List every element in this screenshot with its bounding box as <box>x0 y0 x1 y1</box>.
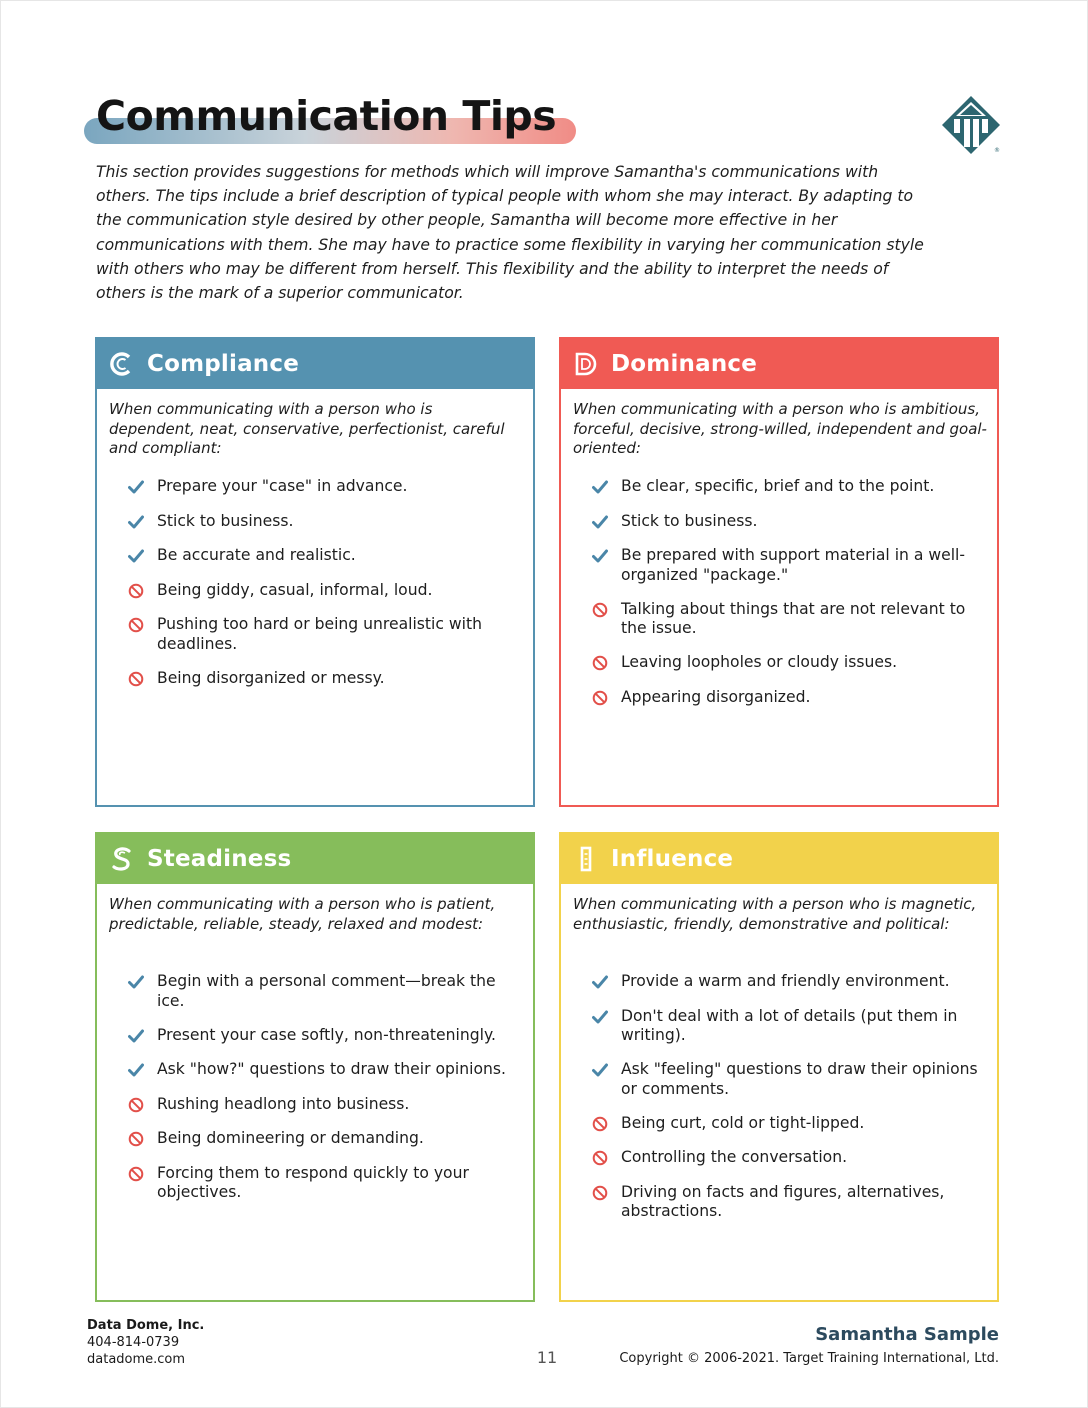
footer-company-block <box>87 1317 204 1368</box>
tip-text: Begin with a personal comment—break the ice. <box>157 972 496 1010</box>
tip-item <box>125 1164 519 1203</box>
prohibited-icon <box>125 1129 147 1149</box>
tip-text: Driving on facts and figures, alternatives, abstractions. <box>621 1182 945 1221</box>
tip-text: Controlling the conversation. <box>621 1148 848 1167</box>
tip-item <box>125 669 519 689</box>
tip-text: Ask "how?" questions to draw their opinions. <box>157 1060 506 1079</box>
checkmark-icon <box>589 1060 611 1080</box>
tip-item <box>589 477 983 497</box>
steadiness-tips-list <box>97 972 533 1203</box>
tip-item <box>125 1060 519 1080</box>
checkmark-icon <box>589 477 611 497</box>
tip-item <box>589 653 983 673</box>
tip-text: Ask "feeling" questions to draw their opinions or comments. <box>621 1060 978 1098</box>
tip-item <box>589 1007 983 1046</box>
tip-item <box>589 1060 983 1099</box>
influence-card <box>559 832 999 1302</box>
report-subject-name: Samantha Sample <box>815 1324 999 1345</box>
page-title: Communication Tips <box>96 92 557 140</box>
tip-text: Leaving loopholes or cloudy issues. <box>621 653 898 672</box>
checkmark-icon <box>125 972 147 992</box>
tip-item <box>589 1148 983 1168</box>
letter-i-icon <box>573 846 599 872</box>
compliance-card <box>95 337 535 807</box>
tip-item <box>125 581 519 601</box>
compliance-header <box>97 339 533 389</box>
checkmark-icon <box>589 546 611 566</box>
company-phone: 404-814-0739 <box>87 1335 180 1350</box>
dominance-card <box>559 337 999 807</box>
tip-text: Forcing them to respond quickly to your objectives. <box>157 1163 469 1202</box>
steadiness-card <box>95 832 535 1302</box>
prohibited-icon <box>589 600 611 620</box>
ttisi-logo-icon <box>940 94 1002 156</box>
compliance-title: Compliance <box>147 351 300 377</box>
letter-c-icon <box>109 351 135 377</box>
tip-text: Stick to business. <box>157 511 294 530</box>
tip-item <box>125 1026 519 1046</box>
checkmark-icon <box>125 477 147 497</box>
influence-title: Influence <box>611 846 734 872</box>
checkmark-icon <box>125 1060 147 1080</box>
prohibited-icon <box>589 688 611 708</box>
checkmark-icon <box>125 512 147 532</box>
tip-item <box>125 477 519 497</box>
tip-item <box>589 600 983 639</box>
tip-text: Be clear, specific, brief and to the point. <box>621 477 935 495</box>
steadiness-header <box>97 834 533 884</box>
compliance-intro: When communicating with a person who is dependent, neat, conservative, perfectionist, careful and compliant: <box>109 400 505 458</box>
letter-d-icon <box>573 351 599 377</box>
tip-item <box>589 1183 983 1222</box>
tip-text: Being giddy, casual, informal, loud. <box>157 580 433 599</box>
tip-item <box>125 615 519 654</box>
steadiness-title: Steadiness <box>147 846 292 872</box>
tip-text: Be accurate and realistic. <box>157 546 356 564</box>
dominance-header <box>561 339 997 389</box>
tip-item <box>125 546 519 566</box>
tip-text: Provide a warm and friendly environment. <box>621 972 950 990</box>
checkmark-icon <box>125 546 147 566</box>
dominance-tips-list <box>561 477 997 708</box>
letter-s-icon <box>109 846 135 872</box>
dominance-intro: When communicating with a person who is ambitious, forceful, decisive, strong-willed, independent and goal-oriented: <box>573 400 987 458</box>
copyright-notice: Copyright © 2006-2021. Target Training International, Ltd. <box>619 1351 999 1366</box>
tip-text: Appearing disorganized. <box>621 687 811 706</box>
checkmark-icon <box>589 512 611 532</box>
tip-text: Present your case softly, non-threateningly. <box>157 1025 496 1044</box>
prohibited-icon <box>589 653 611 673</box>
intro-paragraph: This section provides suggestions for methods which will improve Samantha's communications with others. The tips include a brief description of typical people with whom she may interact. By adapting to the communication style desired by other people, Samantha will become more effective in her communications with them. She may have to practice some flexibility in varying her communication style with others who may be different from herself. This flexibility and the ability to interpret the needs of others is the mark of a superior communicator. <box>96 163 924 303</box>
checkmark-icon <box>125 1026 147 1046</box>
checkmark-icon <box>589 972 611 992</box>
influence-intro: When communicating with a person who is magnetic, enthusiastic, friendly, demonstrative and political: <box>573 895 977 933</box>
tip-item <box>125 1095 519 1115</box>
tip-item <box>589 512 983 532</box>
checkmark-icon <box>589 1007 611 1027</box>
tip-text: Don't deal with a lot of details (put them in writing). <box>621 1006 958 1045</box>
tip-text: Being disorganized or messy. <box>157 668 385 687</box>
prohibited-icon <box>125 669 147 689</box>
tip-item <box>589 688 983 708</box>
compliance-tips-list <box>97 477 533 689</box>
prohibited-icon <box>125 581 147 601</box>
company-name: Data Dome, Inc. <box>87 1318 205 1333</box>
tip-text: Rushing headlong into business. <box>157 1094 410 1113</box>
tip-text: Being domineering or demanding. <box>157 1129 424 1148</box>
prohibited-icon <box>589 1114 611 1134</box>
influence-tips-list <box>561 972 997 1222</box>
page-number: 11 <box>536 1348 558 1367</box>
tip-text: Be prepared with support material in a well-organized "package." <box>621 546 966 584</box>
tip-item <box>125 1129 519 1149</box>
tip-item <box>589 546 983 585</box>
prohibited-icon <box>589 1148 611 1168</box>
tip-item <box>589 1114 983 1134</box>
tip-text: Stick to business. <box>621 511 758 530</box>
dominance-title: Dominance <box>611 351 758 377</box>
svg-text:®: ® <box>994 147 1000 154</box>
influence-header <box>561 834 997 884</box>
tip-text: Talking about things that are not relevant to the issue. <box>621 599 966 638</box>
tip-text: Prepare your "case" in advance. <box>157 477 408 495</box>
prohibited-icon <box>125 1095 147 1115</box>
title-block <box>84 88 584 158</box>
tip-item <box>589 972 983 992</box>
prohibited-icon <box>589 1183 611 1203</box>
prohibited-icon <box>125 1164 147 1184</box>
tip-item <box>125 512 519 532</box>
company-website: datadome.com <box>87 1352 186 1367</box>
prohibited-icon <box>125 615 147 635</box>
steadiness-intro: When communicating with a person who is patient, predictable, reliable, steady, relaxed and modest: <box>109 895 496 933</box>
tip-item <box>125 972 519 1011</box>
tip-text: Being curt, cold or tight-lipped. <box>621 1113 865 1132</box>
tip-text: Pushing too hard or being unrealistic with deadlines. <box>157 615 482 653</box>
